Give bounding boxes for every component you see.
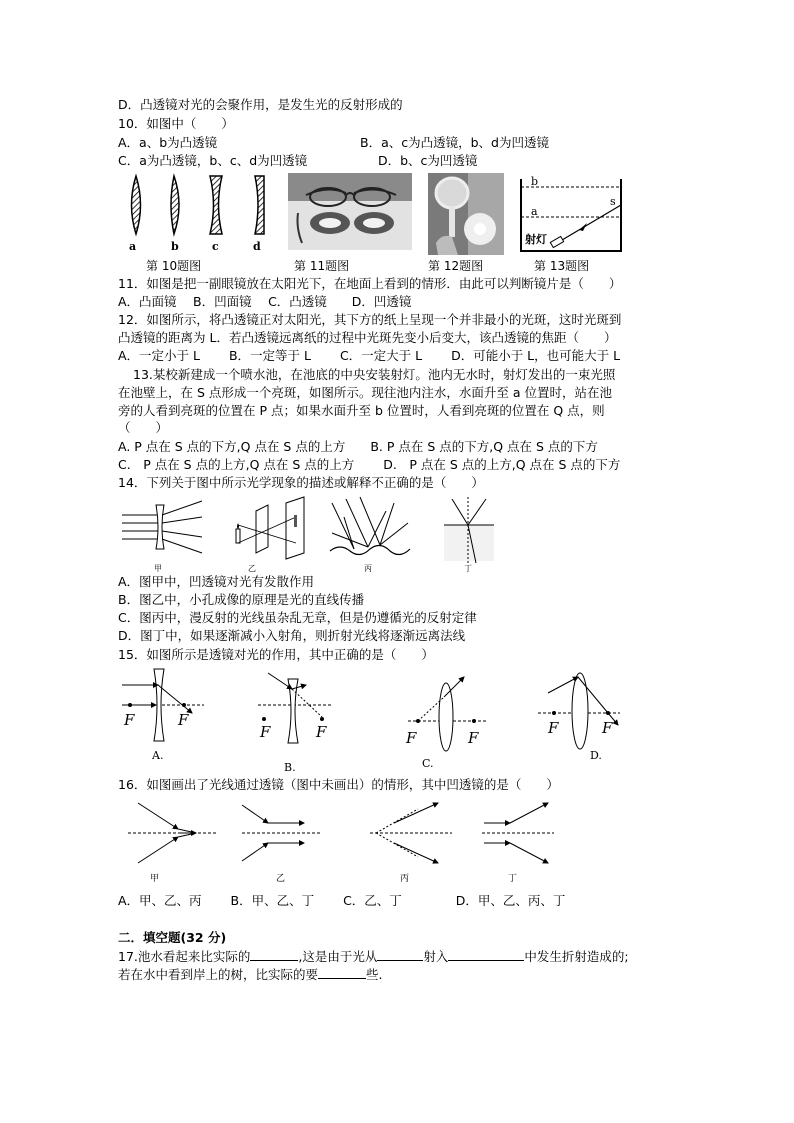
fig15-d-f-right: F	[602, 719, 613, 737]
fig14-label-ding: 丁	[464, 564, 472, 573]
fig15-b-f-right: F	[316, 723, 327, 741]
q14-option-c: C．图丙中，漫反射的光线虽杂乱无章，但是仍遵循光的反射定律	[118, 610, 477, 625]
q13-stem-line3: 旁的人看到亮斑的位置在 P 点；如果水面升至 b 位置时，人看到亮斑的位置在 Q 点，则	[118, 403, 605, 418]
fig14-panel-jia	[122, 501, 202, 553]
q17-text-3: 射入	[423, 949, 449, 964]
fig14-label-jia: 甲	[154, 564, 162, 573]
q10-stem: 10．如图中（ ）	[118, 116, 234, 131]
q16-stem: 16．如图画出了光线通过透镜（图中未画出）的情形，其中凹透镜的是（ ）	[118, 777, 559, 792]
q17-text-6: 些.	[366, 967, 383, 982]
q15-stem: 15．如图所示是透镜对光的作用，其中正确的是（ ）	[118, 647, 434, 662]
q13-stem-line2: 在池壁上，在 S 点形成一个亮斑，如图所示。现往池内注水，水面升至 a 位置时，站在池	[118, 385, 612, 400]
fig14-panel-bing	[330, 497, 410, 555]
fig10-lenses	[118, 172, 276, 258]
fig14-optics-panels	[118, 493, 508, 573]
fig11-glasses-photo	[288, 173, 412, 250]
fig15-label-c: C.	[422, 757, 434, 770]
q17-text-4: 中发生折射造成的;	[524, 949, 629, 964]
fig16-label-bing: 丙	[400, 874, 410, 884]
fig14-panel-ding	[444, 497, 494, 565]
fig15-label-b: B.	[284, 761, 296, 774]
fig16-label-yi: 乙	[276, 874, 286, 884]
lens-b-shape	[171, 176, 179, 234]
fig16-diagram-yi	[242, 805, 322, 861]
fig15-diagram-c	[405, 677, 488, 770]
fig15-label-a: A.	[152, 749, 164, 762]
lens-label-b: b	[171, 240, 179, 253]
fig14-panel-yi	[236, 497, 304, 559]
q17-text-1: 17.池水看起来比实际的	[118, 949, 251, 964]
fig15-diagram-b	[258, 673, 332, 774]
fig16-diagram-jia	[128, 803, 218, 863]
fig13-label-b: b	[531, 175, 539, 188]
q17-text-2: ,这是由于光从	[298, 949, 378, 964]
q13-options-cd: C. P 点在 S 点的上方,Q 点在 S 点的上方 D. P 点在 S 点的上方,Q 点在 S 点的下方	[118, 457, 621, 472]
fig13-label-s: s	[610, 195, 616, 208]
q13-stem-line1: 13.某校新建成一个喷水池，在池底的中央安装射灯。池内无水时，射灯发出的一束光照	[133, 367, 616, 382]
q17-blank-4[interactable]	[318, 966, 366, 979]
lens-label-a: a	[129, 240, 137, 253]
fig10-caption: 第 10题图	[146, 259, 202, 273]
q17-blank-3[interactable]	[448, 948, 524, 961]
q17-text-5: 若在水中看到岸上的树，比实际的要	[118, 967, 319, 982]
fig16-diagram-ding	[482, 803, 554, 863]
q14-option-d: D．图丁中，如果逐渐减小入射角，则折射光线将逐渐远离法线	[118, 628, 466, 643]
fig15-a-f-right: F	[178, 711, 189, 729]
lens-d-shape	[255, 176, 264, 234]
fig15-d-f-left: F	[548, 719, 559, 737]
q12-stem-line1: 12．如图所示，将凸透镜正对太阳光，其下方的纸上呈现一个并非最小的光斑，这时光斑到	[118, 312, 622, 327]
lens-a-shape	[132, 176, 141, 234]
fig15-diagram-a	[122, 669, 204, 762]
q12-options: A．一定小于 L B．一定等于 L C．一定大于 L D．可能小于 L，也可能大于 L	[118, 348, 621, 363]
q13-options-ab: A. P 点在 S 点的下方,Q 点在 S 点的上方 B. P 点在 S 点的下方,Q 点在 S 点的下方	[118, 439, 598, 454]
lens-c-shape	[210, 176, 222, 234]
fig13-label-lamp: 射灯	[525, 233, 547, 246]
fig14-label-bing: 丙	[364, 564, 372, 573]
q12-stem-line2: 凸透镜的距离为 L．若凸透镜远离纸的过程中光斑先变小后变大，该凸透镜的焦距（ ）	[118, 330, 617, 345]
fig15-c-f-right: F	[468, 729, 479, 747]
q14-option-b: B．图乙中，小孔成像的原理是光的直线传播	[118, 592, 365, 607]
q16-options: A．甲、乙、丙 B．甲、乙、丁 C．乙、丁 D．甲、乙、丙、丁	[118, 893, 566, 908]
fig15-b-f-left: F	[260, 723, 271, 741]
lens-label-c: c	[212, 240, 219, 253]
fig16-diagram-bing	[370, 803, 452, 863]
q14-stem: 14．下列关于图中所示光学现象的描述或解释不正确的是（ ）	[118, 475, 484, 490]
q17-blank-1[interactable]	[250, 948, 298, 961]
q13-stem-line4: （ ）	[118, 420, 169, 435]
q11-stem: 11．如图是把一副眼镜放在太阳光下，在地面上看到的情形．由此可以判断镜片是（ ）	[118, 276, 622, 291]
q17-line2	[118, 966, 383, 983]
q10-option-b: B．a、c为凸透镜，b、d为凹透镜	[360, 135, 549, 150]
q10-option-d: D．b、c为凹透镜	[378, 153, 478, 168]
fig15-lens-diagrams	[118, 665, 638, 775]
fig15-diagram-d	[538, 673, 620, 762]
fig12-caption: 第 12题图	[428, 259, 484, 273]
q17-line1	[118, 948, 629, 965]
fig16-label-jia: 甲	[150, 874, 160, 884]
fig16-label-ding: 丁	[508, 874, 518, 884]
lens-label-d: d	[253, 240, 261, 253]
q10-option-c: C．a为凸透镜，b、c、d为凹透镜	[118, 153, 308, 168]
fig15-c-f-left: F	[406, 729, 417, 747]
q14-option-a: A．图甲中，凹透镜对光有发散作用	[118, 574, 315, 589]
q11-options: A．凸面镜 B．凹面镜 C．凸透镜 D．凹透镜	[118, 294, 412, 309]
fig11-caption: 第 11题图	[294, 259, 350, 273]
q9-option-d: D．凸透镜对光的会聚作用，是发生光的反射形成的	[118, 97, 403, 112]
fig13-label-a: a	[531, 205, 538, 218]
fig12-magnifier-photo	[428, 173, 504, 255]
section2-title: 二．填空题(32 分)	[118, 930, 227, 945]
fig13-pool-diagram	[517, 173, 627, 257]
fig14-label-yi: 乙	[248, 564, 256, 573]
q17-blank-2[interactable]	[377, 948, 423, 961]
fig13-caption: 第 13题图	[534, 259, 590, 273]
fig15-label-d: D.	[590, 749, 602, 762]
q10-option-a: A．a、b为凸透镜	[118, 135, 218, 150]
fig15-a-f-left: F	[124, 711, 135, 729]
fig16-ray-diagrams	[118, 795, 558, 885]
